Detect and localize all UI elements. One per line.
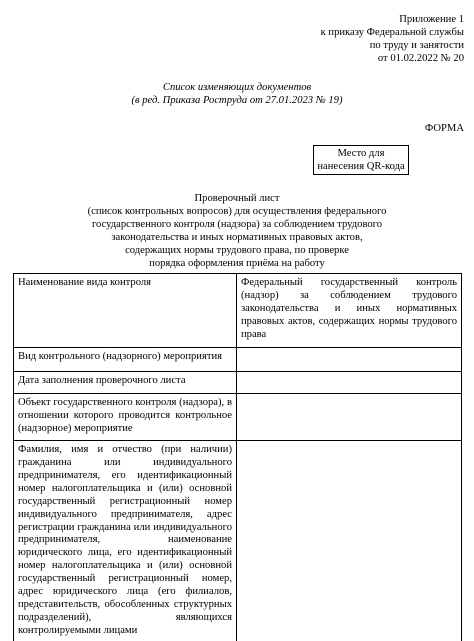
row-label: Наименование вида контроля: [14, 274, 237, 348]
row-label: Дата заполнения проверочного листа: [14, 372, 237, 394]
table-row: [14, 274, 462, 348]
row-value: Федеральный государственный контроль (надзор) за соблюдением трудового законодательства и иных нормативных правовых актов, содержащих нормы трудового права: [237, 274, 462, 348]
appendix-line: от 01.02.2022 № 20: [377, 52, 464, 64]
title-line: государственного контроля (надзора) за соблюдением трудового: [91, 218, 383, 230]
row-value-field[interactable]: [237, 372, 462, 394]
row-label: Фамилия, имя и отчество (при наличии) гражданина или индивидуального предпринимателя, его идентификационный номер налогоплательщика и (или) основной государственный регистрационный номер индивидуального предпринимателя, адрес регистрации гражданина или индивидуального предпринимателя, наименование юридического лица, его идентификационный номер налогоплательщика и (или) основной государственный регистрационный номер, адрес юридического лица (его филиалов, представительств, обособленных структурных подразделений), являющихся контролируемыми лицами: [14, 441, 237, 641]
table-row: [14, 394, 462, 441]
document-title: [0, 193, 474, 271]
row-label: Вид контрольного (надзорного) мероприятия: [14, 348, 237, 372]
amendments-note: [0, 82, 474, 108]
qr-box-line: нанесения QR-кода: [317, 160, 405, 172]
qr-code-placeholder: [313, 145, 409, 175]
row-label: Объект государственного контроля (надзора), в отношении которого проводится контрольное (надзорное) мероприятие: [14, 394, 237, 441]
row-value-field[interactable]: [237, 348, 462, 372]
row-value-field[interactable]: [237, 394, 462, 441]
title-line: Проверочный лист: [194, 193, 280, 204]
table-row: [14, 441, 462, 641]
amendments-title: Список изменяющих документов: [162, 82, 312, 93]
checklist-header-table: [13, 273, 462, 641]
appendix-line: по труду и занятости: [369, 39, 464, 51]
title-line: (список контрольных вопросов) для осуществления федерального: [87, 205, 387, 217]
form-label: ФОРМА: [424, 123, 464, 134]
appendix-line: Приложение 1: [399, 14, 464, 25]
title-line: порядка оформления приёма на работу: [149, 257, 325, 269]
appendix-line: к приказу Федеральной службы: [320, 26, 464, 38]
appendix-block: [321, 14, 464, 66]
row-value-field[interactable]: [237, 441, 462, 641]
title-line: содержащих нормы трудового права, по проверке: [125, 244, 349, 256]
title-line: законодательства и иных нормативных правовых актов,: [111, 231, 363, 243]
table-row: [14, 372, 462, 394]
amendments-ref: (в ред. Приказа Роструда от 27.01.2023 № 19): [131, 94, 343, 106]
qr-box-line: Место для: [337, 148, 385, 159]
table-row: [14, 348, 462, 372]
